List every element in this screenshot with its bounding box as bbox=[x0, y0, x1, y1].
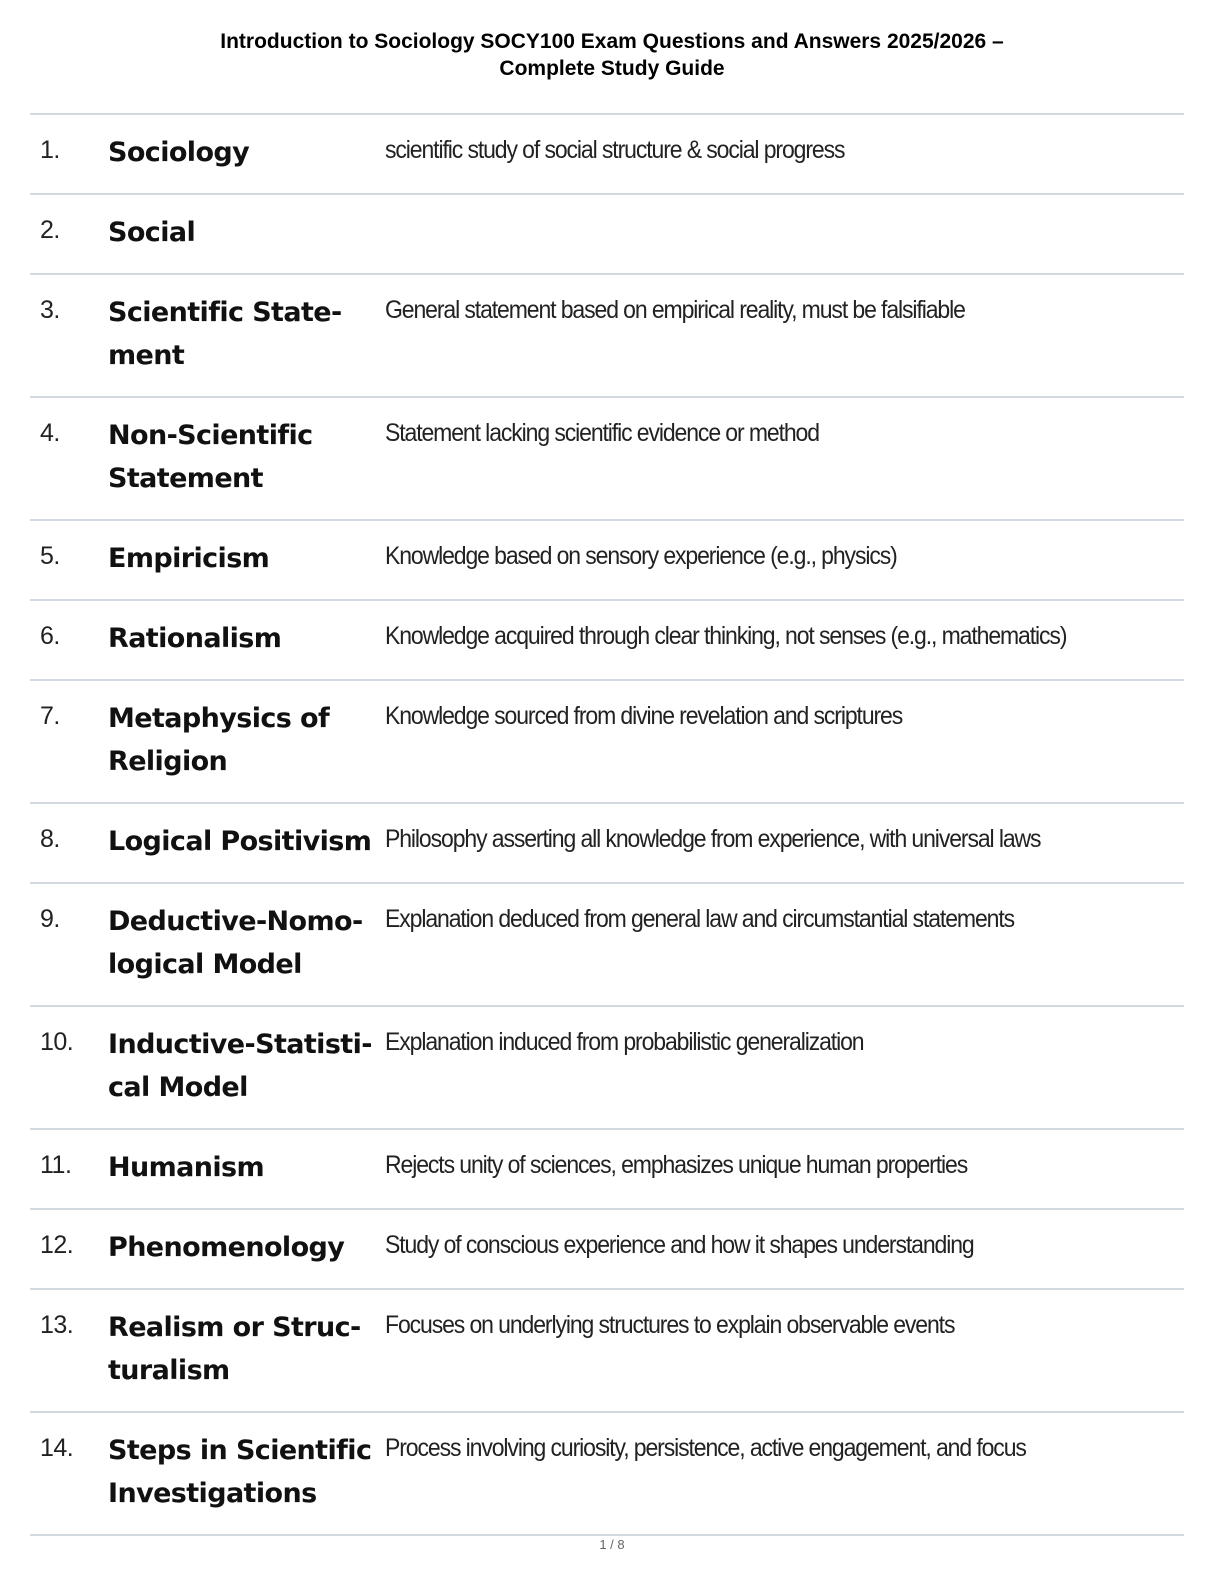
row-number: 4. bbox=[40, 419, 60, 447]
definition: Rejects unity of sciences, emphasizes unique human properties bbox=[385, 1151, 968, 1179]
document-title bbox=[0, 28, 1224, 82]
flashcard-row bbox=[30, 1413, 1184, 1536]
definition: Study of conscious experience and how it shapes understanding bbox=[385, 1231, 974, 1259]
row-number: 2. bbox=[40, 216, 60, 244]
flashcard-row bbox=[30, 195, 1184, 275]
row-number: 14. bbox=[40, 1434, 74, 1462]
term bbox=[108, 291, 385, 377]
flashcard-row bbox=[30, 1290, 1184, 1413]
term-line: Inductive-Statisti- bbox=[108, 1029, 372, 1060]
term-line: Sociology bbox=[108, 137, 250, 168]
flashcard-row bbox=[30, 1007, 1184, 1130]
term-line: Scientific State- bbox=[108, 297, 342, 328]
flashcard-row bbox=[30, 115, 1184, 195]
page-indicator: 1 / 8 bbox=[599, 1537, 625, 1552]
term bbox=[108, 617, 385, 660]
term-line: Religion bbox=[108, 746, 228, 777]
flashcard-row bbox=[30, 804, 1184, 884]
row-number: 7. bbox=[40, 702, 60, 730]
term bbox=[108, 211, 385, 254]
term-line: cal Model bbox=[108, 1072, 248, 1103]
term bbox=[108, 1226, 385, 1269]
term-line: Phenomenology bbox=[108, 1232, 345, 1263]
term bbox=[108, 820, 385, 863]
flashcard-row bbox=[30, 275, 1184, 398]
row-number: 3. bbox=[40, 296, 60, 324]
row-number: 10. bbox=[40, 1028, 74, 1056]
document-title-line-1: Introduction to Sociology SOCY100 Exam Questions and Answers 2025/2026 – bbox=[220, 30, 1004, 53]
term bbox=[108, 1023, 385, 1109]
row-number: 6. bbox=[40, 622, 60, 650]
term bbox=[108, 414, 385, 500]
definition: Knowledge acquired through clear thinking, not senses (e.g., mathematics) bbox=[385, 622, 1067, 650]
flashcard-row bbox=[30, 1130, 1184, 1210]
term-line: Humanism bbox=[108, 1152, 265, 1183]
term-line: Empiricism bbox=[108, 543, 270, 574]
term-line: Steps in Scientific bbox=[108, 1435, 372, 1466]
definition: scientific study of social structure & social progress bbox=[385, 136, 845, 164]
term-line: Investigations bbox=[108, 1478, 317, 1509]
term-line: Non-Scientific bbox=[108, 420, 313, 451]
term-line: Realism or Struc- bbox=[108, 1312, 361, 1343]
term bbox=[108, 131, 385, 174]
term-line: Logical Positivism bbox=[108, 826, 372, 857]
definition: Explanation induced from probabilistic generalization bbox=[385, 1028, 864, 1056]
term bbox=[108, 1429, 385, 1515]
flashcard-row bbox=[30, 1210, 1184, 1290]
term-line: Statement bbox=[108, 463, 263, 494]
definition: Focuses on underlying structures to explain observable events bbox=[385, 1311, 955, 1339]
row-number: 8. bbox=[40, 825, 60, 853]
definition: Knowledge based on sensory experience (e.g., physics) bbox=[385, 542, 897, 570]
row-number: 13. bbox=[40, 1311, 74, 1339]
row-number: 9. bbox=[40, 905, 60, 933]
flashcard-row bbox=[30, 521, 1184, 601]
flashcard-row bbox=[30, 398, 1184, 521]
row-number: 11. bbox=[40, 1151, 72, 1179]
term bbox=[108, 900, 385, 986]
term-line: Social bbox=[108, 217, 196, 248]
flashcard-row bbox=[30, 884, 1184, 1007]
term-line: Metaphysics of bbox=[108, 703, 330, 734]
row-number: 12. bbox=[40, 1231, 74, 1259]
definition: Knowledge sourced from divine revelation and scriptures bbox=[385, 702, 903, 730]
term-line: turalism bbox=[108, 1355, 230, 1386]
flashcard-row bbox=[30, 681, 1184, 804]
row-number: 5. bbox=[40, 542, 60, 570]
definition: Philosophy asserting all knowledge from experience, with universal laws bbox=[385, 825, 1041, 853]
definition: Process involving curiosity, persistence, active engagement, and focus bbox=[385, 1434, 1026, 1462]
flashcard-row bbox=[30, 601, 1184, 681]
flashcard-list bbox=[30, 113, 1184, 1536]
term-line: Deductive-Nomo- bbox=[108, 906, 363, 937]
term bbox=[108, 1306, 385, 1392]
term bbox=[108, 697, 385, 783]
definition: Statement lacking scientific evidence or method bbox=[385, 419, 819, 447]
definition: Explanation deduced from general law and circumstantial statements bbox=[385, 905, 1015, 933]
term-line: ment bbox=[108, 340, 185, 371]
term-line: Rationalism bbox=[108, 623, 282, 654]
definition: General statement based on empirical reality, must be falsifiable bbox=[385, 296, 965, 324]
term bbox=[108, 1146, 385, 1189]
term bbox=[108, 537, 385, 580]
document-title-line-2: Complete Study Guide bbox=[499, 57, 725, 80]
term-line: logical Model bbox=[108, 949, 302, 980]
row-number: 1. bbox=[40, 136, 60, 164]
